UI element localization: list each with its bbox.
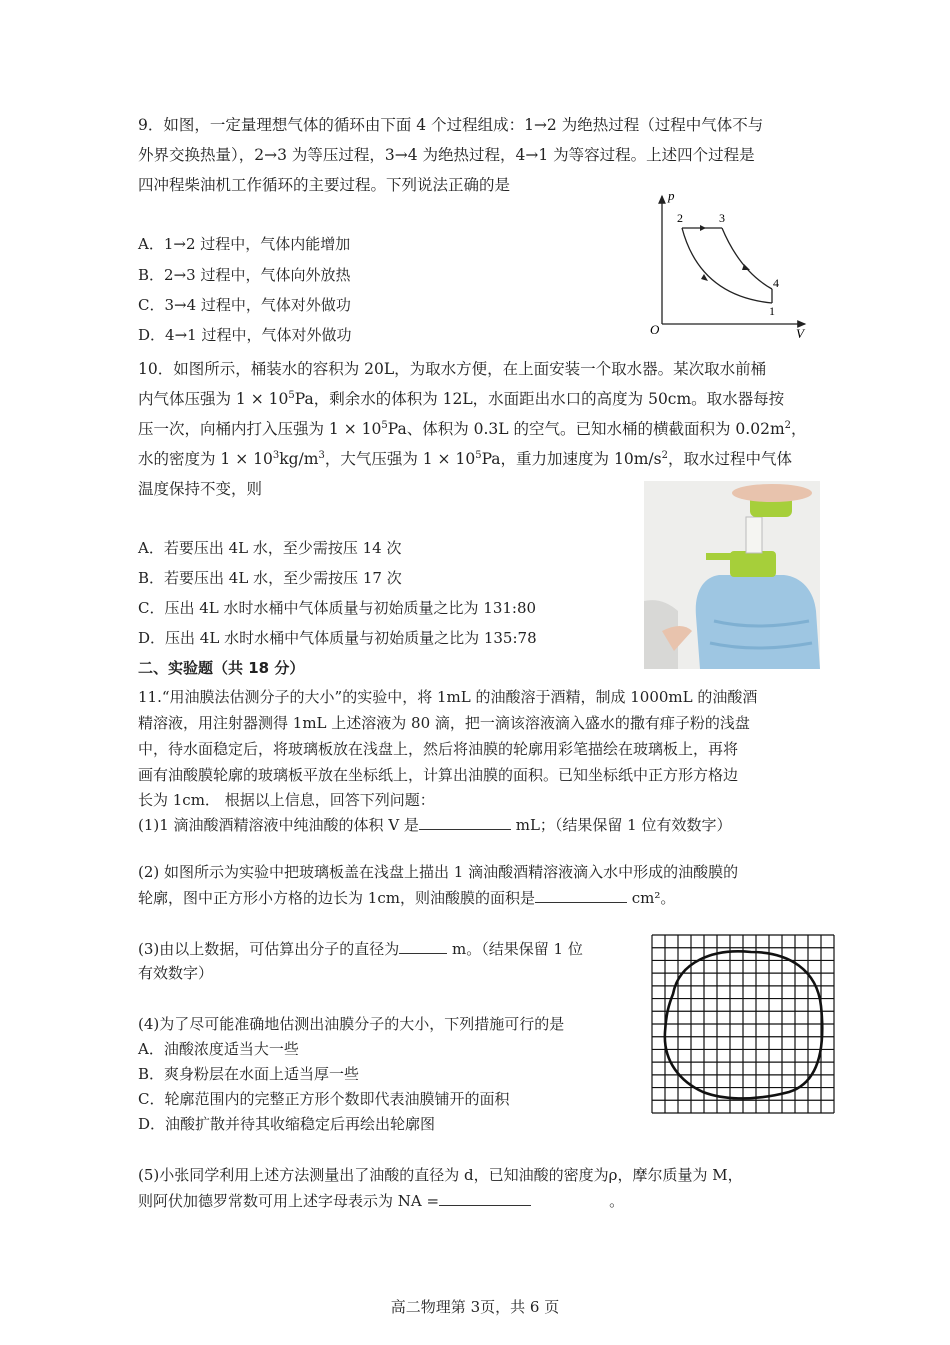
q10-option-d: D．压出 4L 水时水桶中气体质量与初始质量之比为 135:78 (138, 629, 537, 647)
arrow-2-3 (700, 225, 706, 231)
q10-stem-line-2: 内气体压强为 $1 \times 10^5Pa$，剩余水的体积为 12L，水面距出水口的高度为 50cm。取水器每按 (138, 389, 785, 408)
q11-part-5-line-1: (5)小张同学利用上述方法测量出了油酸的直径为 d，已知油酸的密度为ρ，摩尔质量为 M， (138, 1166, 743, 1184)
answer-blank-3[interactable] (399, 938, 447, 954)
pump-spout (706, 553, 736, 560)
point-3-label: 3 (719, 211, 725, 225)
q11-part-3-line-2: 有效数字） (138, 964, 214, 982)
answer-blank-1[interactable] (419, 814, 511, 830)
page-footer: 高二物理第 3页，共 6 页 (390, 1298, 560, 1316)
q10-stem-line-5: 温度保持不变，则 (138, 480, 263, 498)
q9-option-b: B．2→3 过程中，气体向外放热 (138, 266, 351, 284)
pump-base (730, 551, 776, 577)
q9-option-c: C．3→4 过程中，气体对外做功 (138, 296, 351, 314)
q10-stem-line-3: 压一次，向桶内打入压强为 $1 \times 10^5Pa$、体积为 0.3L 的空气。已知水桶的横截面积为 $0.02m^2$， (138, 419, 807, 438)
q11-stem-line-3: 中，待水面稳定后，将玻璃板放在浅盘上，然后将油膜的轮廓用彩笔描绘在玻璃板上，再将 (138, 740, 739, 758)
q11-part-2-line-2: 轮廓，图中正方形小方格的边长为 1cm，则油酸膜的面积是 cm²。 (138, 889, 676, 907)
pv-cycle-diagram (640, 186, 815, 341)
oil-film-grid (651, 934, 835, 1114)
q11-part-4: (4)为了尽可能准确地估测出油膜分子的大小，下列措施可行的是 (138, 1015, 565, 1033)
water-dispenser-photo (644, 481, 820, 669)
answer-blank-2[interactable] (535, 887, 627, 903)
point-2-label: 2 (677, 211, 683, 225)
q10-stem-line-4: 水的密度为 $1 \times 10^3kg/m^3$，大气压强为 $1 \times 10^5Pa$，重力加速度为 $10m/s^2$，取水过程中气体 (138, 449, 792, 468)
q11-option-d: D．油酸扩散并待其收缩稳定后再绘出轮廓图 (138, 1115, 436, 1133)
q11-part-2-line-1: (2) 如图所示为实验中把玻璃板盖在浅盘上描出 1 滴油酸酒精溶液滴入水中形成的油酸膜的 (138, 863, 739, 881)
q9-option-d: D．4→1 过程中，气体对外做功 (138, 326, 352, 344)
process-3-4 (722, 228, 772, 289)
q10-stem-line-1: 10．如图所示，桶装水的容积为 20L，为取水方便，在上面安装一个取水器。某次取水前桶 (138, 360, 767, 378)
q9-stem-line-3: 四冲程柴油机工作循环的主要过程。下列说法正确的是 (138, 176, 511, 194)
grid-lines (652, 935, 834, 1113)
q11-option-a: A．油酸浓度适当大一些 (138, 1040, 299, 1058)
hand-top (732, 484, 812, 502)
q9-option-a: A．1→2 过程中，气体内能增加 (138, 235, 351, 253)
q10-option-a: A．若要压出 4L 水，至少需按压 14 次 (138, 539, 402, 557)
q9-stem-line-1: 9．如图，一定量理想气体的循环由下面 4 个过程组成：1→2 为绝热过程（过程中气体不与 (138, 116, 764, 134)
answer-blank-5[interactable] (439, 1190, 531, 1206)
v-axis-label: V (796, 326, 804, 341)
p-axis-label: p (668, 188, 675, 203)
q11-option-b: B．爽身粉层在水面上适当厚一些 (138, 1065, 360, 1083)
q11-part-1: (1)1 滴油酸酒精溶液中纯油酸的体积 V 是 mL；（结果保留 1 位有效数字） (138, 816, 732, 834)
q11-part-5-line-2: 则阿伏加德罗常数可用上述字母表示为 NA = 。 (138, 1192, 625, 1210)
q11-stem-line-2: 精溶液，用注射器测得 1mL 上述溶液为 80 滴，把一滴该溶液滴入盛水的撒有痱子粉的浅盘 (138, 714, 750, 732)
q9-stem-line-2: 外界交换热量），2→3 为等压过程，3→4 为绝热过程，4→1 为等容过程。上述四个过程是 (138, 146, 755, 164)
point-1-label: 1 (769, 304, 775, 318)
q10-option-c: C．压出 4L 水时水桶中气体质量与初始质量之比为 131:80 (138, 599, 537, 617)
q11-stem-line-1: 11.“用油膜法估测分子的大小”的实验中，将 1mL 的油酸溶于酒精，制成 1000mL 的油酸酒 (138, 688, 758, 706)
section-2-heading: 二、实验题（共 18 分） (138, 659, 305, 677)
q11-stem-line-5: 长为 1cm． 根据以上信息，回答下列问题： (138, 791, 435, 809)
q11-stem-line-4: 画有油酸膜轮廓的玻璃板平放在坐标纸上，计算出油膜的面积。已知坐标纸中正方形方格边 (138, 766, 739, 784)
q11-option-c: C．轮廓范围内的完整正方形个数即代表油膜铺开的面积 (138, 1090, 510, 1108)
pump-tube (746, 517, 762, 553)
q10-option-b: B．若要压出 4L 水，至少需按压 17 次 (138, 569, 402, 587)
q11-part-3-line-1: (3)由以上数据，可估算出分子的直径为 m。（结果保留 1 位 (138, 940, 583, 958)
origin-label: O (650, 322, 660, 337)
point-4-label: 4 (773, 276, 779, 290)
